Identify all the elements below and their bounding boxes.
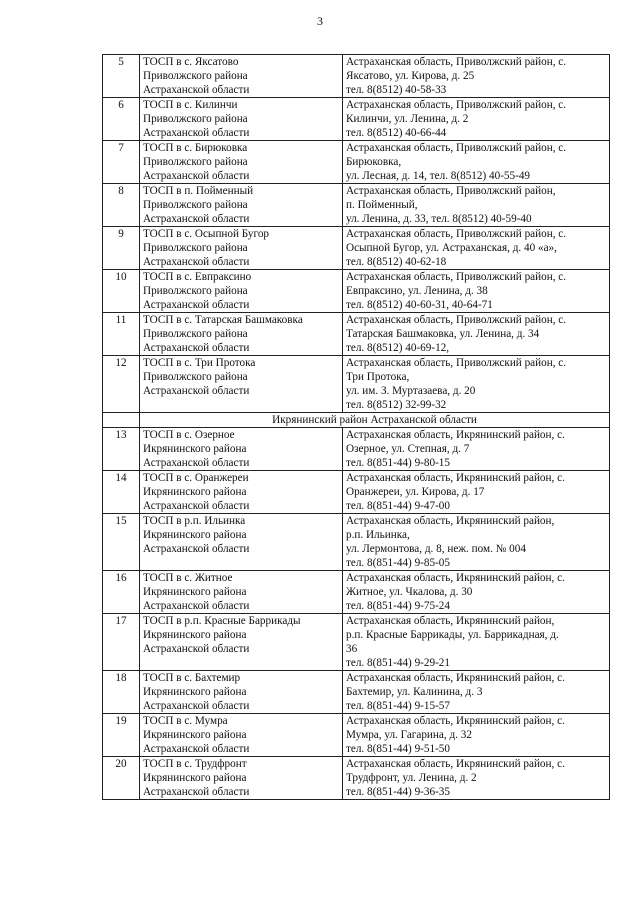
office-name-line: Икрянинского района (143, 686, 247, 698)
row-number: 17 (103, 614, 140, 671)
office-name-line: Астраханской области (143, 213, 250, 225)
office-name-line: Астраханской области (143, 643, 250, 655)
address-line: р.п. Ильинка, (346, 529, 410, 541)
section-title: Икрянинский район Астраханской области (140, 413, 610, 428)
address-cell (343, 184, 610, 227)
office-name-cell (140, 571, 343, 614)
registry-body (103, 55, 610, 800)
address-cell (343, 757, 610, 800)
address-line: тел. 8(851-44) 9-36-35 (346, 786, 450, 798)
address-line: Астраханская область, Икрянинский район, с. (346, 572, 565, 584)
address-cell (343, 671, 610, 714)
address-line: Житное, ул. Чкалова, д. 30 (346, 586, 473, 598)
office-name-line: ТОСП в п. Пойменный (143, 185, 254, 197)
office-name-cell (140, 227, 343, 270)
address-line: Яксатово, ул. Кирова, д. 25 (346, 70, 475, 82)
section-header-row (103, 413, 610, 428)
office-name-line: Приволжского района (143, 156, 248, 168)
office-name-line: Приволжского района (143, 199, 248, 211)
office-name-line: Астраханской области (143, 543, 250, 555)
row-number: 7 (103, 141, 140, 184)
address-line: Астраханская область, Икрянинский район, с. (346, 472, 565, 484)
address-line: Астраханская область, Приволжский район, (346, 185, 556, 197)
address-line: Бирюковка, (346, 156, 402, 168)
office-name-line: Икрянинского района (143, 772, 247, 784)
office-name-line: Астраханской области (143, 127, 250, 139)
office-name-line: Икрянинского района (143, 586, 247, 598)
office-name-line: Астраханской области (143, 170, 250, 182)
office-name-line: Икрянинского района (143, 529, 247, 541)
address-line: тел. 8(851-44) 9-15-57 (346, 700, 450, 712)
table-row (103, 614, 610, 671)
address-cell (343, 227, 610, 270)
table-row (103, 514, 610, 571)
address-line: Астраханская область, Приволжский район, с. (346, 314, 567, 326)
row-number: 14 (103, 471, 140, 514)
office-name-cell (140, 184, 343, 227)
office-name-line: Астраханской области (143, 743, 250, 755)
office-name-line: ТОСП в с. Бирюковка (143, 142, 248, 154)
office-name-line: ТОСП в с. Килинчи (143, 99, 238, 111)
office-name-line: Икрянинского района (143, 629, 247, 641)
address-line: Астраханская область, Икрянинский район, с. (346, 758, 565, 770)
address-line: тел. 8(8512) 32-99-32 (346, 399, 447, 411)
address-line: Бахтемир, ул. Калинина, д. 3 (346, 686, 483, 698)
address-line: Астраханская область, Икрянинский район, с. (346, 715, 565, 727)
row-number: 20 (103, 757, 140, 800)
address-line: 36 (346, 643, 358, 655)
row-number: 12 (103, 356, 140, 413)
row-number: 11 (103, 313, 140, 356)
address-line: ул. Лермонтова, д. 8, неж. пом. № 004 (346, 543, 526, 555)
row-number: 9 (103, 227, 140, 270)
address-line: Килинчи, ул. Ленина, д. 2 (346, 113, 469, 125)
office-name-line: ТОСП в с. Евпраксино (143, 271, 252, 283)
office-name-line: Астраханской области (143, 299, 250, 311)
address-line: Оранжереи, ул. Кирова, д. 17 (346, 486, 485, 498)
office-name-cell (140, 671, 343, 714)
address-line: Татарская Башмаковка, ул. Ленина, д. 34 (346, 328, 540, 340)
office-name-cell (140, 356, 343, 413)
row-number: 5 (103, 55, 140, 98)
address-cell (343, 98, 610, 141)
address-line: Астраханская область, Икрянинский район, с. (346, 429, 565, 441)
office-name-cell (140, 614, 343, 671)
table-row (103, 184, 610, 227)
address-line: тел. 8(8512) 40-66-44 (346, 127, 447, 139)
address-line: тел. 8(8512) 40-58-33 (346, 84, 447, 96)
table-row (103, 571, 610, 614)
office-name-cell (140, 55, 343, 98)
row-number: 18 (103, 671, 140, 714)
table-row (103, 757, 610, 800)
office-registry-table (102, 54, 610, 800)
office-name-line: Приволжского района (143, 328, 248, 340)
address-cell (343, 141, 610, 184)
address-line: Астраханская область, Приволжский район, с. (346, 56, 567, 68)
office-name-line: Астраханской области (143, 385, 250, 397)
address-line: Астраханская область, Икрянинский район, с. (346, 672, 565, 684)
office-name-cell (140, 270, 343, 313)
office-name-line: Приволжского района (143, 371, 248, 383)
office-name-line: Астраханской области (143, 600, 250, 612)
table-row (103, 98, 610, 141)
address-line: тел. 8(851-44) 9-47-00 (346, 500, 450, 512)
table-row (103, 714, 610, 757)
table-row (103, 227, 610, 270)
office-name-line: ТОСП в с. Яксатово (143, 56, 239, 68)
address-cell (343, 55, 610, 98)
address-line: тел. 8(851-44) 9-80-15 (346, 457, 450, 469)
address-line: тел. 8(8512) 40-60-31, 40-64-71 (346, 299, 493, 311)
office-name-line: Икрянинского района (143, 443, 247, 455)
office-name-line: ТОСП в р.п. Красные Баррикады (143, 615, 301, 627)
office-name-line: ТОСП в с. Озерное (143, 429, 235, 441)
office-name-line: ТОСП в с. Татарская Башмаковка (143, 314, 303, 326)
office-name-cell (140, 141, 343, 184)
office-name-cell (140, 471, 343, 514)
address-line: Астраханская область, Приволжский район, с. (346, 271, 567, 283)
row-number: 6 (103, 98, 140, 141)
office-name-line: Астраханской области (143, 457, 250, 469)
office-name-line: Икрянинского района (143, 486, 247, 498)
address-line: Астраханская область, Приволжский район, с. (346, 228, 567, 240)
address-line: р.п. Красные Баррикады, ул. Баррикадная, д. (346, 629, 559, 641)
address-cell (343, 714, 610, 757)
address-line: Астраханская область, Икрянинский район, (346, 515, 555, 527)
row-number: 10 (103, 270, 140, 313)
office-name-line: Астраханской области (143, 786, 250, 798)
office-name-line: ТОСП в с. Мумра (143, 715, 228, 727)
office-name-line: ТОСП в с. Оранжереи (143, 472, 249, 484)
address-cell (343, 313, 610, 356)
address-line: Три Протока, (346, 371, 410, 383)
section-number-cell (103, 413, 140, 428)
office-name-line: Астраханской области (143, 500, 250, 512)
office-name-line: Астраханской области (143, 84, 250, 96)
office-name-cell (140, 428, 343, 471)
office-name-line: Приволжского района (143, 70, 248, 82)
address-line: п. Пойменный, (346, 199, 418, 211)
row-number: 8 (103, 184, 140, 227)
address-line: тел. 8(8512) 40-69-12, (346, 342, 450, 354)
address-line: Трудфронт, ул. Ленина, д. 2 (346, 772, 477, 784)
office-name-line: Астраханской области (143, 256, 250, 268)
office-name-cell (140, 514, 343, 571)
row-number: 19 (103, 714, 140, 757)
address-line: Мумра, ул. Гагарина, д. 32 (346, 729, 472, 741)
address-line: тел. 8(851-44) 9-29-21 (346, 657, 450, 669)
office-name-line: ТОСП в р.п. Ильинка (143, 515, 246, 527)
office-name-line: ТОСП в с. Бахтемир (143, 672, 241, 684)
office-name-line: ТОСП в с. Трудфронт (143, 758, 247, 770)
address-line: Осыпной Бугор, ул. Астраханская, д. 40 «а», (346, 242, 557, 254)
address-line: Озерное, ул. Степная, д. 7 (346, 443, 470, 455)
row-number: 15 (103, 514, 140, 571)
table-row (103, 671, 610, 714)
address-line: Астраханская область, Икрянинский район, (346, 615, 555, 627)
row-number: 13 (103, 428, 140, 471)
table-row (103, 313, 610, 356)
office-name-line: ТОСП в с. Осыпной Бугор (143, 228, 270, 240)
address-line: тел. 8(851-44) 9-51-50 (346, 743, 450, 755)
office-name-line: Приволжского района (143, 113, 248, 125)
office-name-line: Приволжского района (143, 285, 248, 297)
office-name-cell (140, 757, 343, 800)
page-number: 3 (317, 14, 323, 28)
office-name-cell (140, 98, 343, 141)
address-line: тел. 8(8512) 40-62-18 (346, 256, 447, 268)
address-cell (343, 356, 610, 413)
table-row (103, 55, 610, 98)
address-cell (343, 571, 610, 614)
address-cell (343, 514, 610, 571)
office-name-line: ТОСП в с. Житное (143, 572, 233, 584)
table-row (103, 471, 610, 514)
table-row (103, 270, 610, 313)
address-line: Астраханская область, Приволжский район, с. (346, 357, 567, 369)
address-cell (343, 270, 610, 313)
office-name-cell (140, 714, 343, 757)
office-name-line: Приволжского района (143, 242, 248, 254)
address-line: Евпраксино, ул. Ленина, д. 38 (346, 285, 488, 297)
table-row (103, 141, 610, 184)
office-name-line: Астраханской области (143, 342, 250, 354)
row-number: 16 (103, 571, 140, 614)
address-line: тел. 8(851-44) 9-75-24 (346, 600, 450, 612)
office-name-cell (140, 313, 343, 356)
address-cell (343, 614, 610, 671)
table-row (103, 428, 610, 471)
address-line: Астраханская область, Приволжский район, с. (346, 142, 567, 154)
address-line: ул. им. З. Муртазаева, д. 20 (346, 385, 476, 397)
office-name-line: ТОСП в с. Три Протока (143, 357, 256, 369)
address-line: тел. 8(851-44) 9-85-05 (346, 557, 450, 569)
address-cell (343, 471, 610, 514)
address-line: Астраханская область, Приволжский район, с. (346, 99, 567, 111)
address-cell (343, 428, 610, 471)
office-name-line: Астраханской области (143, 700, 250, 712)
office-name-line: Икрянинского района (143, 729, 247, 741)
address-line: ул. Лесная, д. 14, тел. 8(8512) 40-55-49 (346, 170, 531, 182)
table-row (103, 356, 610, 413)
address-line: ул. Ленина, д. 33, тел. 8(8512) 40-59-40 (346, 213, 532, 225)
